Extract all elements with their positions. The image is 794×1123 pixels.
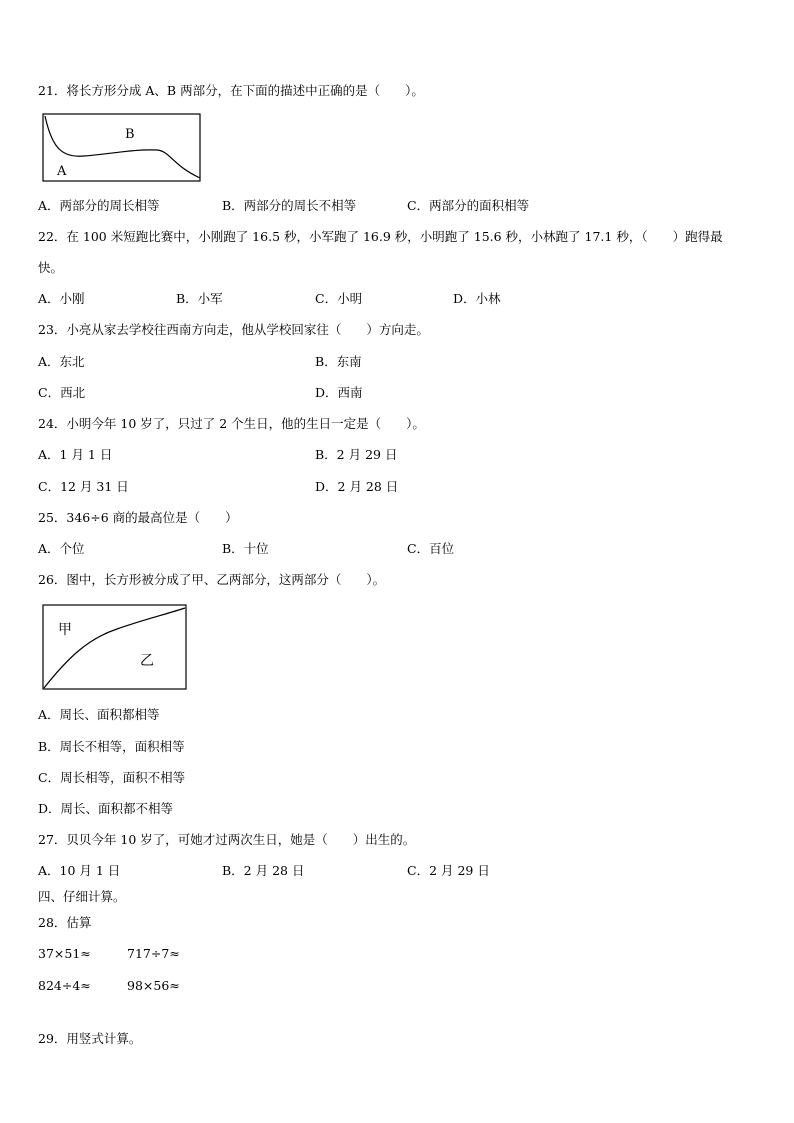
q24-option-a[interactable]: A．1 月 1 日 [38,447,113,462]
q27-option-a[interactable]: A．10 月 1 日 [38,863,121,878]
q26-option-d[interactable]: D．周长、面积都不相等 [38,801,174,816]
q25-option-b[interactable]: B．十位 [222,541,269,556]
q25-stem: 25．346÷6 商的最高位是（ ） [38,510,238,525]
q23-option-b[interactable]: B．东南 [315,354,362,369]
q21-option-a[interactable]: A．两部分的周长相等 [38,198,160,213]
q28-item-1: 37×51≈ [38,946,91,961]
q28-stem: 28．估算 [38,915,92,930]
q26-option-b[interactable]: B．周长不相等，面积相等 [38,739,185,754]
q21-option-b[interactable]: B．两部分的周长不相等 [222,198,357,213]
q22-stem-line1: 22．在 100 米短跑比赛中，小刚跑了 16.5 秒，小军跑了 16.9 秒，小明跑了 15.6 秒，小林跑了 17.1 秒，（ ）跑得最 [38,229,723,244]
q23-stem: 23．小亮从家去学校往西南方向走，他从学校回家往（ ）方向走。 [38,322,429,337]
q21-rectangle-outline [43,114,200,181]
q21-label-a: A [57,164,67,179]
q27-stem: 27．贝贝今年 10 岁了，可她才过两次生日，她是（ ）出生的。 [38,832,416,847]
q25-option-a[interactable]: A．个位 [38,541,85,556]
q24-option-c[interactable]: C．12 月 31 日 [38,479,129,494]
q26-option-a[interactable]: A．周长、面积都相等 [38,707,160,722]
q25-option-c[interactable]: C．百位 [407,541,455,556]
q26-label-jia: 甲 [58,622,72,638]
q26-option-c[interactable]: C．周长相等，面积不相等 [38,770,186,785]
q22-option-d[interactable]: D．小林 [453,291,501,306]
q29-stem: 29．用竖式计算。 [38,1031,142,1046]
q28-item-4: 98×56≈ [127,978,180,993]
q24-stem: 24．小明今年 10 岁了，只过了 2 个生日，他的生日一定是（ ）。 [38,416,425,431]
q27-option-c[interactable]: C．2 月 29 日 [407,863,490,878]
q26-dividing-curve [44,608,185,688]
q22-stem-line2: 快。 [38,260,64,275]
q24-option-b[interactable]: B．2 月 29 日 [315,447,398,462]
q28-item-2: 717÷7≈ [127,946,180,961]
q21-stem: 21．将长方形分成 A、B 两部分，在下面的描述中正确的是（ ）。 [38,83,424,98]
q24-option-d[interactable]: D．2 月 28 日 [315,479,399,494]
section4-heading: 四、仔细计算。 [38,889,126,904]
q26-rectangle-figure [42,604,188,692]
q21-dividing-curve [45,116,200,178]
q22-option-b[interactable]: B．小军 [176,291,223,306]
q22-option-a[interactable]: A．小刚 [38,291,85,306]
q23-option-c[interactable]: C．西北 [38,385,86,400]
q26-label-yi: 乙 [140,653,154,669]
q26-rectangle-outline [43,605,186,689]
q21-option-c[interactable]: C．两部分的面积相等 [407,198,530,213]
q21-label-b: B [125,127,135,142]
q23-option-d[interactable]: D．西南 [315,385,363,400]
q27-option-b[interactable]: B．2 月 28 日 [222,863,305,878]
q23-option-a[interactable]: A．东北 [38,354,85,369]
q28-item-3: 824÷4≈ [38,978,91,993]
q21-rectangle-figure [42,113,202,183]
q26-stem: 26．图中，长方形被分成了甲、乙两部分，这两部分（ ）。 [38,572,386,587]
q22-option-c[interactable]: C．小明 [315,291,363,306]
